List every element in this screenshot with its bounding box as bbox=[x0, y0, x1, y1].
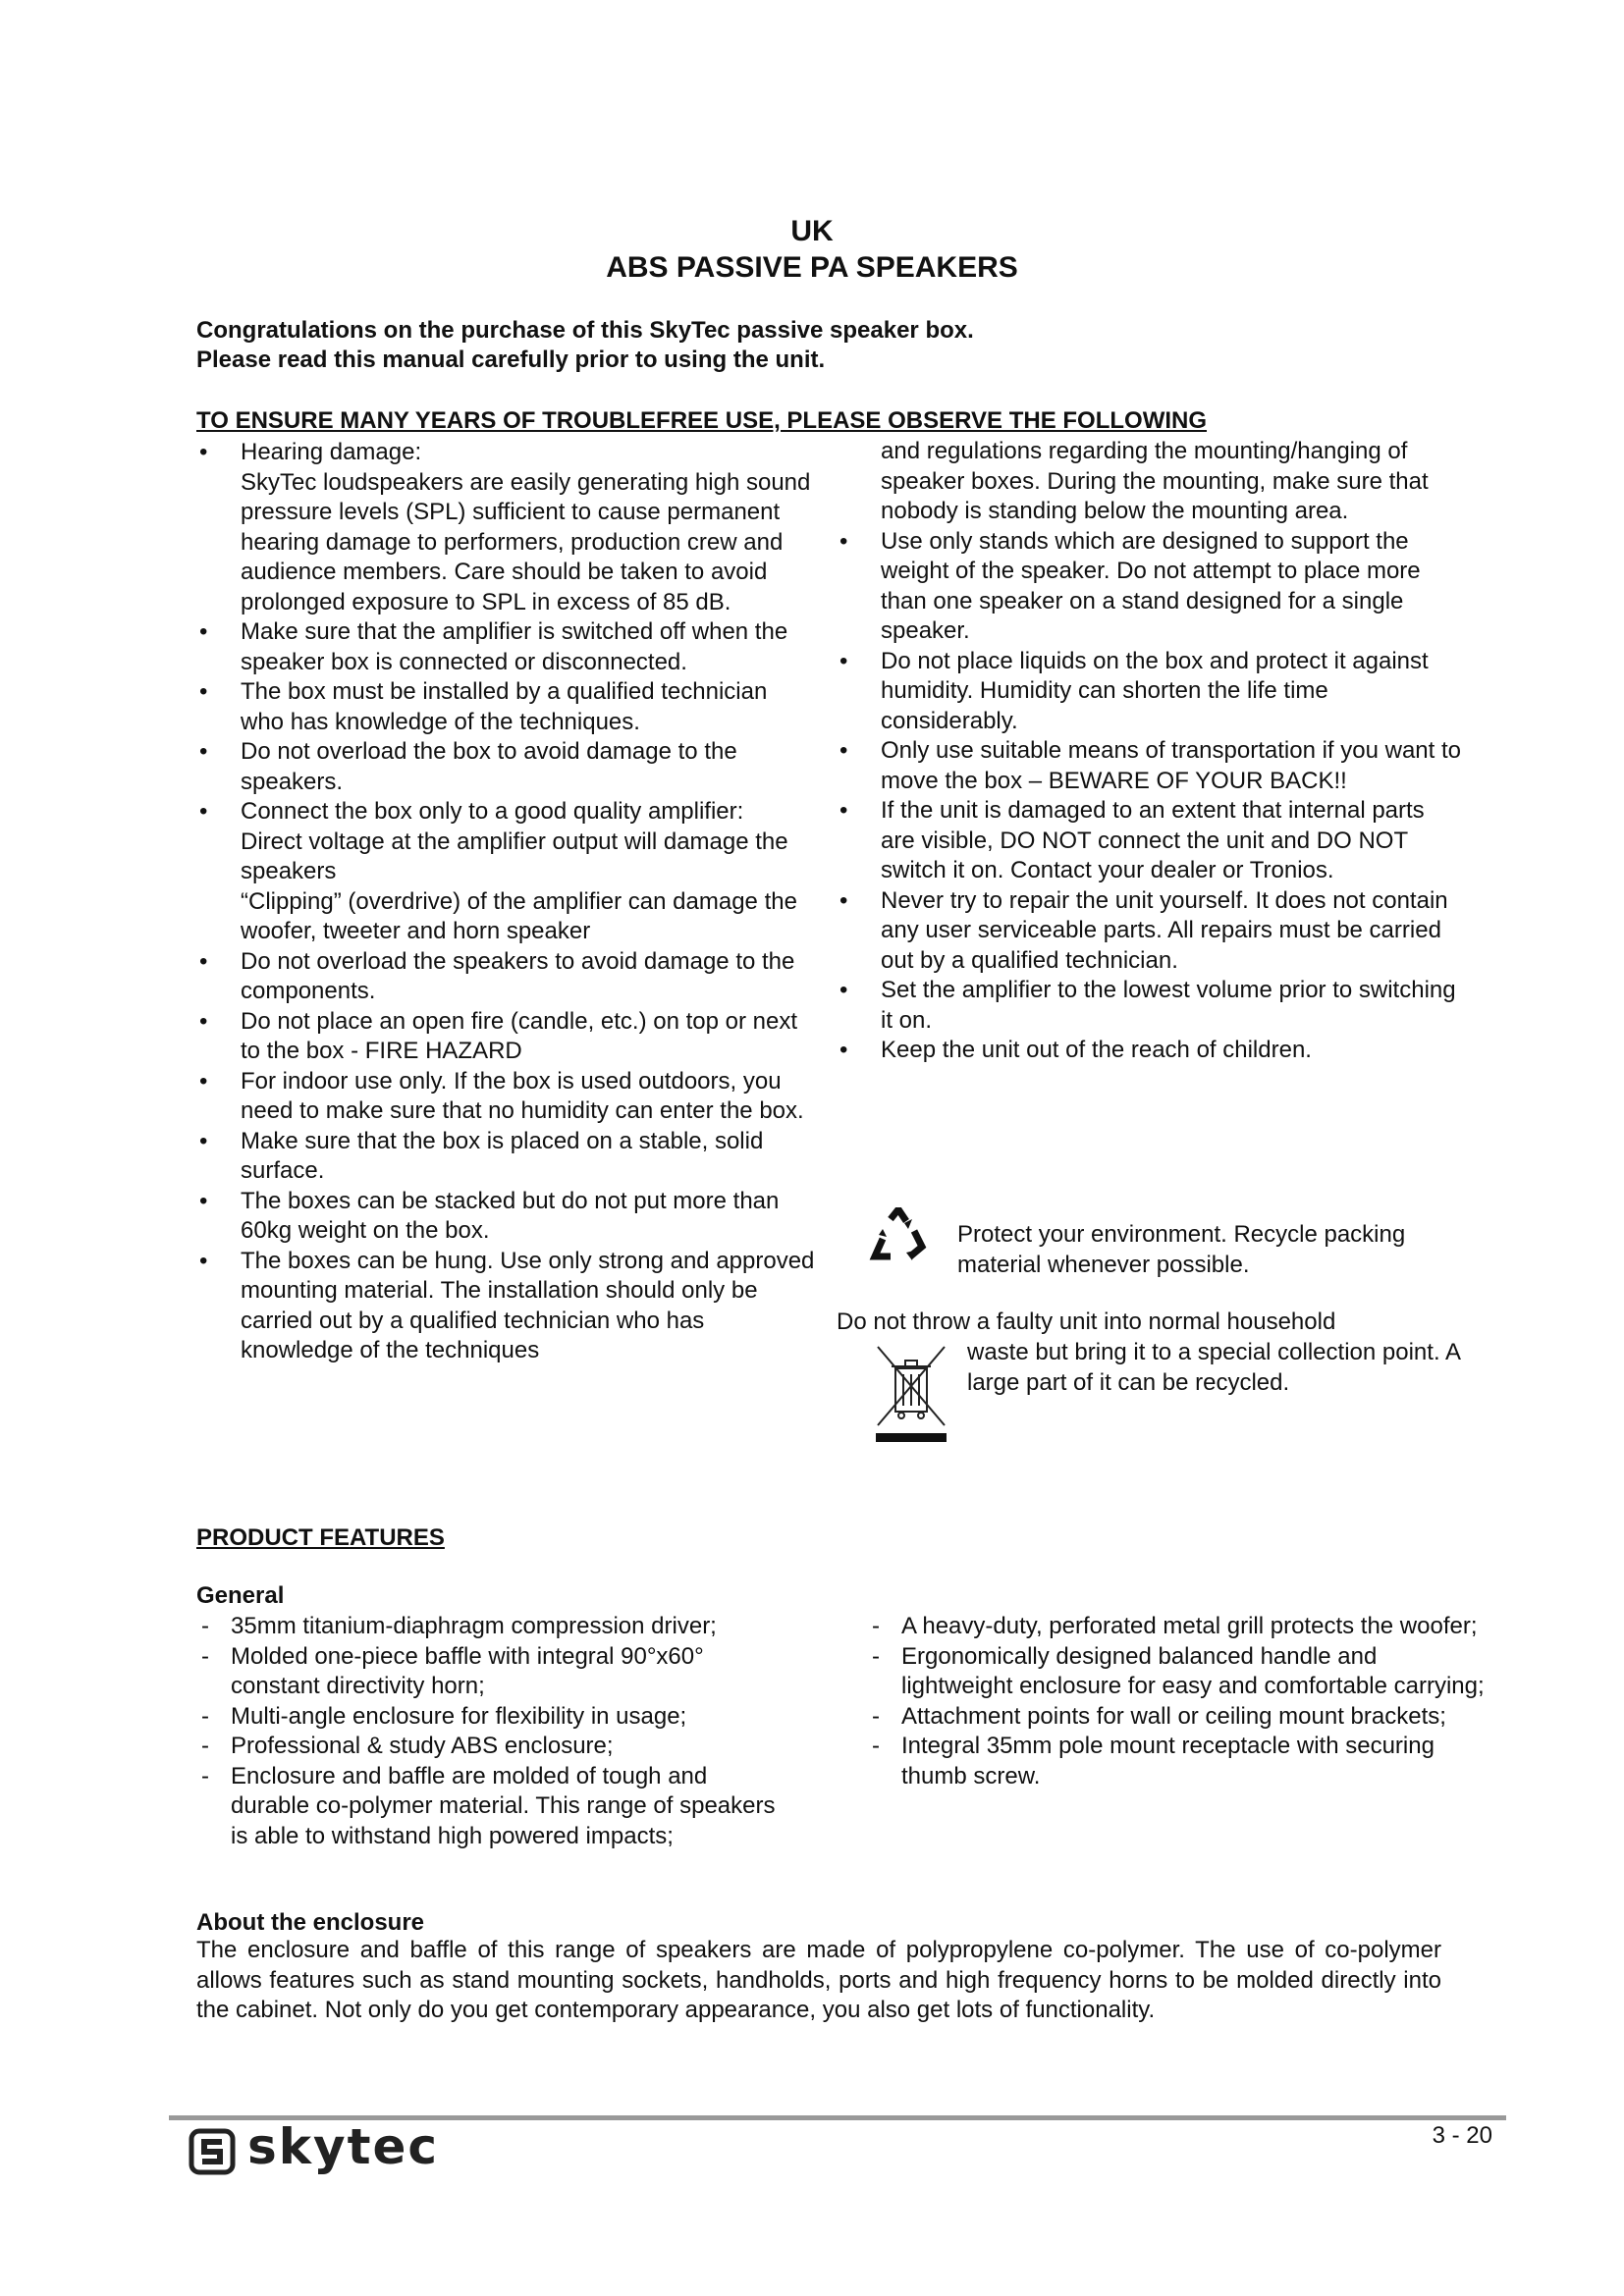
list-item: - Ergonomically designed balanced handle and lightweight enclosure for easy and comfortable carrying; bbox=[872, 1642, 1485, 1699]
list-item: • Set the amplifier to the lowest volume prior to switching it on. bbox=[837, 976, 1465, 1036]
list-item: - Enclosure and baffle are molded of tough and durable co-polymer material. This range of speakers is able to withstand high powered impacts; bbox=[201, 1762, 776, 1849]
safety-right-continuation: and regulations regarding the mounting/hanging of speaker boxes. During the mounting, make sure that nobody is standing below the mounting area. bbox=[881, 438, 1429, 524]
list-item: • Never try to repair the unit yourself. It does not contain any user serviceable parts. All repairs must be carried out by a qualified technician. bbox=[837, 886, 1465, 977]
list-item: • Make sure that the box is placed on a stable, solid surface. bbox=[196, 1127, 815, 1187]
weee-lead-text: Do not throw a faulty unit into normal household bbox=[837, 1308, 1336, 1335]
list-item: • Do not place an open fire (candle, etc.) on top or next to the box - FIRE HAZARD bbox=[196, 1007, 815, 1067]
list-item: - Molded one-piece baffle with integral 90°x60° constant directivity horn; bbox=[201, 1642, 704, 1699]
list-item: • Make sure that the amplifier is switched off when the speaker box is connected or disconnected. bbox=[196, 617, 815, 677]
list-item: • Do not overload the box to avoid damage to the speakers. bbox=[196, 737, 815, 797]
list-item: - 35mm titanium-diaphragm compression driver; bbox=[201, 1613, 717, 1639]
recycle-text: Protect your environment. Recycle packing material whenever possible. bbox=[957, 1221, 1406, 1278]
list-item: - Attachment points for wall or ceiling mount brackets; bbox=[872, 1702, 1446, 1730]
enclosure-text: The enclosure and baffle of this range of speakers are made of polypropylene co-polymer. The use of co-polymer allows features such as stand mounting sockets, handholds, ports and high frequency horns to be molded directly into the cabinet. Not only do you get contemporary appearance, you also get lots of functionality. bbox=[196, 1937, 1441, 2023]
safety-right-column bbox=[837, 437, 1465, 1066]
list-item: • Do not overload the speakers to avoid damage to the components. bbox=[196, 947, 815, 1007]
list-item: • The boxes can be hung. Use only strong and approved mounting material. The installation should only be carried out by a qualified technician who has knowledge of the techniques bbox=[196, 1247, 815, 1366]
list-item: • Keep the unit out of the reach of children. bbox=[837, 1036, 1465, 1066]
weee-text: waste but bring it to a special collection point. A large part of it can be recycled. bbox=[967, 1339, 1460, 1396]
list-item: • Connect the box only to a good quality amplifier: Direct voltage at the amplifier output will damage the speakers “Clipping” (overdrive) of the amplifier can damage the woofer, tweeter and horn speaker bbox=[196, 797, 815, 947]
features-heading: PRODUCT FEATURES bbox=[196, 1524, 445, 1551]
list-item: • Do not place liquids on the box and protect it against humidity. Humidity can shorten the life time considerably. bbox=[837, 647, 1465, 737]
recycle-icon bbox=[869, 1207, 928, 1266]
list-item: • Hearing damage: SkyTec loudspeakers are easily generating high sound pressure levels (SPL) sufficient to cause permanent hearing damage to performers, production crew and audience members. Care should be taken to avoid prolonged exposure to SPL in excess of 85 dB. bbox=[196, 438, 815, 617]
list-item: • If the unit is damaged to an extent that internal parts are visible, DO NOT connect the unit and DO NOT switch it on. Contact your dealer or Tronios. bbox=[837, 796, 1465, 886]
list-item: • The boxes can be stacked but do not put more than 60kg weight on the box. bbox=[196, 1187, 815, 1247]
intro-line-2: Please read this manual carefully prior to using the unit. bbox=[196, 347, 826, 373]
safety-left-column bbox=[196, 438, 815, 1366]
crossed-bin-icon bbox=[872, 1343, 950, 1445]
enclosure-heading: About the enclosure bbox=[196, 1909, 425, 1936]
list-item: • Use only stands which are designed to support the weight of the speaker. Do not attempt to place more than one speaker on a stand designed for a single speaker. bbox=[837, 527, 1465, 647]
list-item: - Multi-angle enclosure for flexibility in usage; bbox=[201, 1702, 687, 1730]
features-left-column bbox=[169, 1612, 778, 1851]
list-item: • For indoor use only. If the box is used outdoors, you need to make sure that no humidity can enter the box. bbox=[196, 1067, 815, 1127]
page-number: 3 - 20 bbox=[1432, 2122, 1492, 2149]
skytec-logo-text: skytec bbox=[247, 2118, 440, 2175]
skytec-logo-icon bbox=[189, 2128, 236, 2175]
safety-left-list bbox=[196, 438, 815, 1366]
list-item: • The box must be installed by a qualified technician who has knowledge of the techniques. bbox=[196, 677, 815, 737]
list-item: - A heavy-duty, perforated metal grill protects the woofer; bbox=[872, 1613, 1478, 1639]
general-heading: General bbox=[196, 1582, 285, 1609]
list-item: - Professional & study ABS enclosure; bbox=[201, 1733, 614, 1759]
list-item: • Only use suitable means of transportation if you want to move the box – BEWARE OF YOUR BACK!! bbox=[837, 736, 1465, 796]
page-title: ABS PASSIVE PA SPEAKERS bbox=[606, 251, 1018, 284]
country-heading: UK bbox=[790, 215, 834, 247]
safety-heading: TO ENSURE MANY YEARS OF TROUBLEFREE USE, PLEASE OBSERVE THE FOLLOWING bbox=[196, 407, 1208, 434]
features-right-list bbox=[839, 1612, 1488, 1791]
features-right-column bbox=[839, 1612, 1488, 1791]
features-left-list bbox=[169, 1612, 778, 1851]
list-item: - Integral 35mm pole mount receptacle with securing thumb screw. bbox=[872, 1733, 1435, 1789]
intro-line-1: Congratulations on the purchase of this SkyTec passive speaker box. bbox=[196, 317, 974, 344]
safety-right-list bbox=[837, 527, 1465, 1066]
